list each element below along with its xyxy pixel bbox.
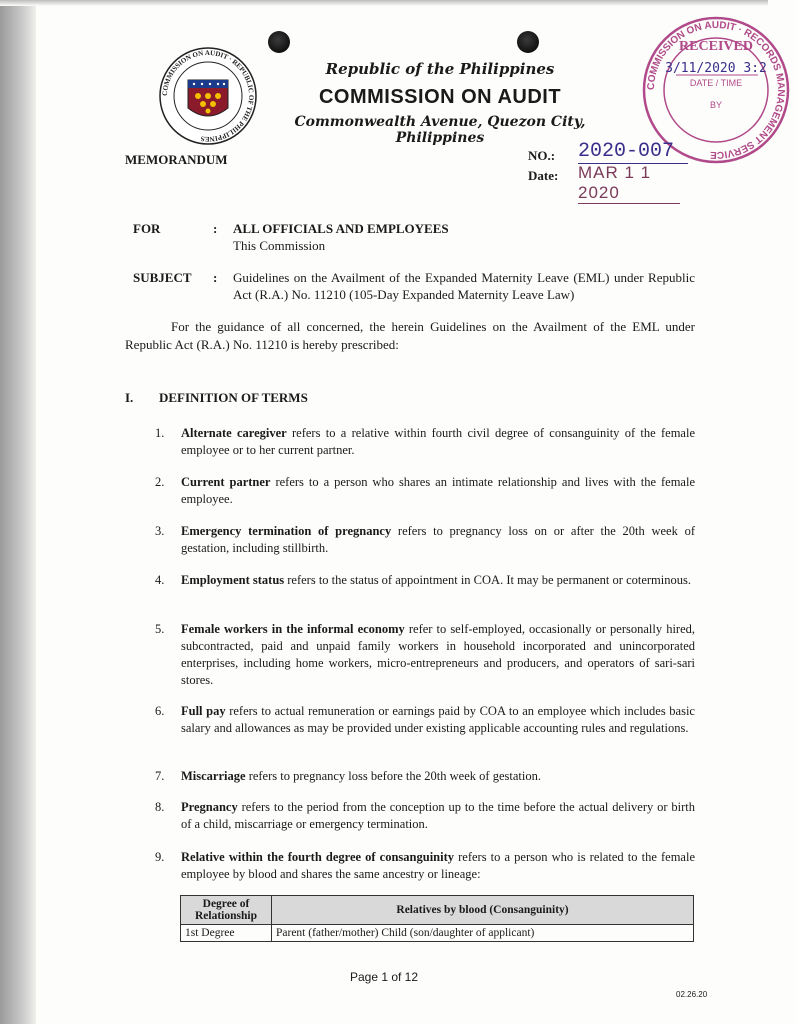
term-number: 3. (155, 524, 165, 538)
header-agency: COMMISSION ON AUDIT (318, 86, 562, 108)
intro-paragraph: For the guidance of all concerned, the herein Guidelines on the Availment of the EML under Republic Act (R.A.) No. 11210 is hereby prescribed: (125, 319, 695, 352)
term-definition: refers to pregnancy loss before the 20th week of gestation. (245, 769, 541, 783)
term-number: 8. (155, 800, 165, 814)
term-name: Pregnancy (181, 800, 238, 814)
subject-text: Guidelines on the Availment of the Expanded Maternity Leave (EML) under Republic Act (R.A.) No. 11210 (105-Day Expanded Maternity Leave Law) (233, 270, 695, 302)
subject-label: SUBJECT (133, 270, 192, 285)
stamp-date-time-label: DATE / TIME (689, 78, 743, 88)
for-recipient (233, 220, 703, 254)
term-item (155, 621, 695, 689)
scan-edge-shadow (0, 0, 36, 1024)
table-header-cell: Relatives by blood (Consanguinity) (272, 896, 694, 925)
term-name: Miscarriage (181, 769, 246, 783)
term-name: Alternate caregiver (181, 426, 287, 440)
term-item (155, 523, 695, 557)
memo-date-value: MAR 1 1 2020 (578, 163, 680, 204)
header-address: Commonwealth Avenue, Quezon City, Philippines (294, 114, 586, 146)
header-republic: Republic of the Philippines (325, 60, 555, 78)
term-definition: refers to the status of appointment in COA. It may be permanent or coterminous. (284, 573, 691, 587)
term-definition: refers to a relative within fourth civil degree of consanguinity of the female employee or to her current partner. (181, 426, 695, 457)
table-cell: 1st Degree (181, 925, 272, 942)
stamp-handwritten-date: 3/11/2020 3:2 (665, 61, 767, 76)
term-definition: refers to a person who is related to the female employee by blood and shares the same ancestry or lineage: (181, 850, 695, 881)
term-number: 6. (155, 704, 165, 718)
for-label: FOR (133, 221, 161, 236)
term-item (155, 849, 695, 883)
page-number: Page 1 of 12 (349, 970, 419, 984)
memo-type: MEMORANDUM (125, 152, 228, 167)
punch-hole-right (517, 31, 539, 53)
term-item (155, 799, 695, 833)
table-cell: Parent (father/mother) Child (son/daughter of applicant) (272, 925, 694, 942)
stamp-ring-text: COMMISSION ON AUDIT · RECORDS MANAGEMENT SERVICE (645, 19, 787, 161)
for-line2: This Commission (233, 238, 326, 253)
term-name: Full pay (181, 704, 226, 718)
term-item (155, 474, 695, 508)
term-item (155, 425, 695, 459)
term-definition: refers to the period from the conception up to the time before the actual delivery or birth of a child, miscarriage or emergency termination. (181, 800, 695, 831)
term-name: Relative within the fourth degree of consanguinity (181, 850, 455, 864)
punch-hole-left (268, 31, 290, 53)
section-title: DEFINITION OF TERMS (159, 390, 308, 405)
memo-no-label: NO.: (528, 148, 556, 163)
term-item (155, 572, 695, 589)
term-number: 9. (155, 850, 165, 864)
term-definition: refers to actual remuneration or earnings paid by COA to an employee which includes basic salary and allowances as may be provided under existing applicable accounting rules and regulations. (181, 704, 695, 735)
memo-no-value: 2020-007 (578, 140, 688, 164)
term-number: 4. (155, 573, 165, 587)
table-header-cell: Degree of Relationship (181, 896, 272, 925)
stamp-by-label: BY (709, 100, 723, 110)
term-item (155, 768, 695, 785)
scan-top-edge (0, 0, 768, 6)
term-number: 2. (155, 475, 165, 489)
term-item (155, 703, 695, 737)
coa-seal-logo (158, 46, 258, 146)
term-number: 5. (155, 622, 165, 636)
term-name: Emergency termination of pregnancy (181, 524, 392, 538)
term-name: Current partner (181, 475, 271, 489)
document-code: 02.26.20 (676, 990, 708, 999)
term-definition: refers to pregnancy loss on or after the 20th week of gestation, including stillbirth. (181, 524, 695, 555)
term-name: Female workers in the informal economy (181, 622, 405, 636)
term-definition: refers to a person who shares an intimate relationship and lives with the female employee. (181, 475, 695, 506)
table-row (181, 925, 694, 942)
section-heading (125, 390, 308, 406)
memo-date-label: Date: (528, 168, 559, 183)
table-header-row (181, 896, 694, 925)
subject-colon: : (213, 270, 218, 285)
stamp-received-text: RECEIVED (679, 39, 753, 54)
term-number: 1. (155, 426, 165, 440)
term-number: 7. (155, 769, 165, 783)
for-colon: : (213, 221, 218, 236)
section-number: I. (125, 390, 134, 405)
seal-ring-text: COMMISSION ON AUDIT · REPUBLIC OF THE PHILIPPINES (160, 48, 256, 144)
term-definition: refer to self-employed, occasionally or personally hired, subcontracted, paid and unpaid family workers in household incorporated and unincorporated enterprises, including home workers, micro-entrepreneurs and producers, and operators of sari-sari stores. (181, 622, 695, 687)
relatives-table (180, 895, 694, 942)
term-name: Employment status (181, 573, 285, 587)
for-line1: ALL OFFICIALS AND EMPLOYEES (233, 221, 449, 236)
